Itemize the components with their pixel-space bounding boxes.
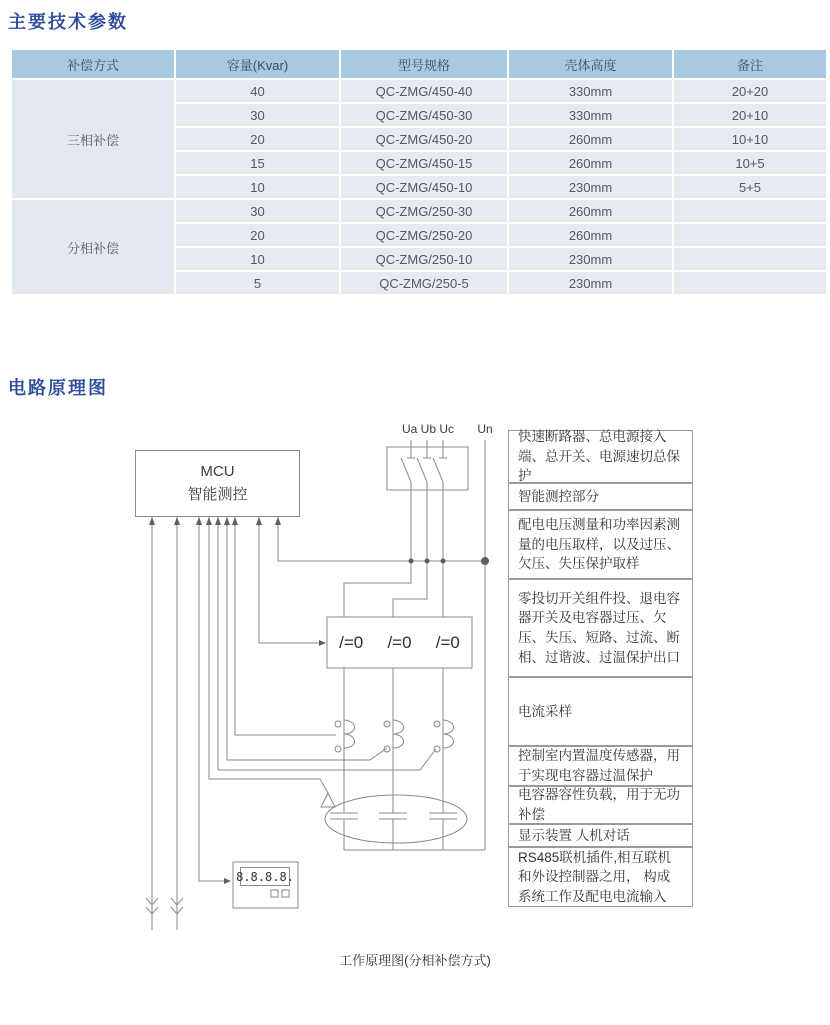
section-title-parameters: 主要技术参数 — [8, 12, 128, 32]
cell-height: 230mm — [509, 176, 672, 198]
cell-height: 260mm — [509, 152, 672, 174]
diagram-caption: 工作原理图(分相补偿方式) — [339, 953, 491, 968]
arrow-up-icons — [149, 517, 281, 525]
contactor-symbol: /=0 — [387, 632, 412, 652]
cell-capacity: 20 — [176, 128, 339, 150]
panel-row: 零投切开关组件投、退电容器开关及电容器过压、欠压、失压、短路、过流、断相、过谐波、过温保护出口 — [508, 579, 693, 677]
mcu-label: MCU — [200, 463, 235, 480]
cell-note — [674, 224, 826, 246]
cell-capacity: 15 — [176, 152, 339, 174]
table-row — [12, 80, 826, 102]
neutral-label: Un — [477, 422, 493, 436]
current-transformer-icons — [335, 720, 454, 752]
group-cell-three-phase: 三相补偿 — [12, 80, 174, 198]
group-cell-split-phase: 分相补偿 — [12, 200, 174, 294]
contactor-symbol: /=0 — [435, 632, 460, 652]
cell-model: QC-ZMG/250-30 — [341, 200, 507, 222]
cell-note — [674, 248, 826, 270]
cell-height: 260mm — [509, 224, 672, 246]
cell-model: QC-ZMG/450-20 — [341, 128, 507, 150]
cell-height: 260mm — [509, 200, 672, 222]
contactor-symbols — [327, 617, 472, 668]
panel-row: 控制室内置温度传感器，用于实现电容器过温保护 — [508, 746, 693, 786]
contactor-control-wire — [259, 517, 321, 643]
cell-note: 5+5 — [674, 176, 826, 198]
seven-segment-display: 8.8.8.8. — [240, 867, 290, 886]
cell-note: 10+10 — [674, 128, 826, 150]
circuit-wires-svg — [0, 400, 830, 980]
cell-height: 260mm — [509, 128, 672, 150]
cell-capacity: 30 — [176, 200, 339, 222]
cell-capacity: 30 — [176, 104, 339, 126]
cell-model: QC-ZMG/450-10 — [341, 176, 507, 198]
breaker-switch-icons — [401, 440, 447, 482]
phase-labels: Ua Ub Uc — [401, 422, 454, 436]
display-wire — [199, 517, 230, 881]
cell-note — [674, 200, 826, 222]
panel-row: 显示装置 人机对话 — [508, 824, 693, 847]
cell-capacity: 40 — [176, 80, 339, 102]
circuit-diagram — [0, 400, 830, 980]
spec-table — [10, 48, 828, 296]
cell-capacity: 10 — [176, 248, 339, 270]
col-header-model: 型号规格 — [341, 50, 507, 78]
table-header-row — [12, 50, 826, 78]
panel-row: 配电电压测量和功率因素测量的电压取样，以及过压、欠压、失压保护取样 — [508, 510, 693, 579]
cell-note: 20+20 — [674, 80, 826, 102]
cell-height: 330mm — [509, 104, 672, 126]
cell-note — [674, 272, 826, 294]
contactor-symbol: /=0 — [339, 632, 364, 652]
panel-row: 快速断路器、总电源接入端、总开关、电源速切总保护 — [508, 430, 693, 483]
mcu-sublabel: 智能测控 — [187, 485, 248, 503]
cell-model: QC-ZMG/250-20 — [341, 224, 507, 246]
cell-height: 330mm — [509, 80, 672, 102]
panel-row: RS485联机插件,相互联机和外设控制器之用， 构成系统工作及配电电流输入 — [508, 847, 693, 907]
panel-row: 电流采样 — [508, 677, 693, 746]
phase-a-wire — [344, 482, 411, 617]
col-header-shell-height: 壳体高度 — [509, 50, 672, 78]
section-title-circuit: 电路原理图 — [8, 378, 108, 398]
cell-model: QC-ZMG/450-40 — [341, 80, 507, 102]
col-header-capacity: 容量(Kvar) — [176, 50, 339, 78]
cell-capacity: 20 — [176, 224, 339, 246]
ct1-wire — [235, 517, 336, 735]
col-header-compensation-mode: 补偿方式 — [12, 50, 174, 78]
cell-model: QC-ZMG/250-5 — [341, 272, 507, 294]
table-row — [12, 200, 826, 222]
panel-row: 电容器容性负载，用于无功补偿 — [508, 786, 693, 824]
cell-model: QC-ZMG/450-15 — [341, 152, 507, 174]
mcu-box — [135, 450, 300, 517]
cell-note: 20+10 — [674, 104, 826, 126]
panel-row: 智能测控部分 — [508, 483, 693, 510]
cell-capacity: 10 — [176, 176, 339, 198]
voltage-sampling-bus — [278, 517, 485, 561]
cell-capacity: 5 — [176, 272, 339, 294]
cell-model: QC-ZMG/450-30 — [341, 104, 507, 126]
cell-model: QC-ZMG/250-10 — [341, 248, 507, 270]
col-header-note: 备注 — [674, 50, 826, 78]
display-button-icons — [271, 890, 289, 897]
capacitor-icons — [330, 813, 457, 819]
phase-b-wire — [393, 482, 427, 617]
cell-height: 230mm — [509, 272, 672, 294]
arrow-right-icons — [224, 640, 326, 884]
temp-sensor-triangle-icon — [321, 793, 335, 807]
cell-note: 10+5 — [674, 152, 826, 174]
cell-height: 230mm — [509, 248, 672, 270]
